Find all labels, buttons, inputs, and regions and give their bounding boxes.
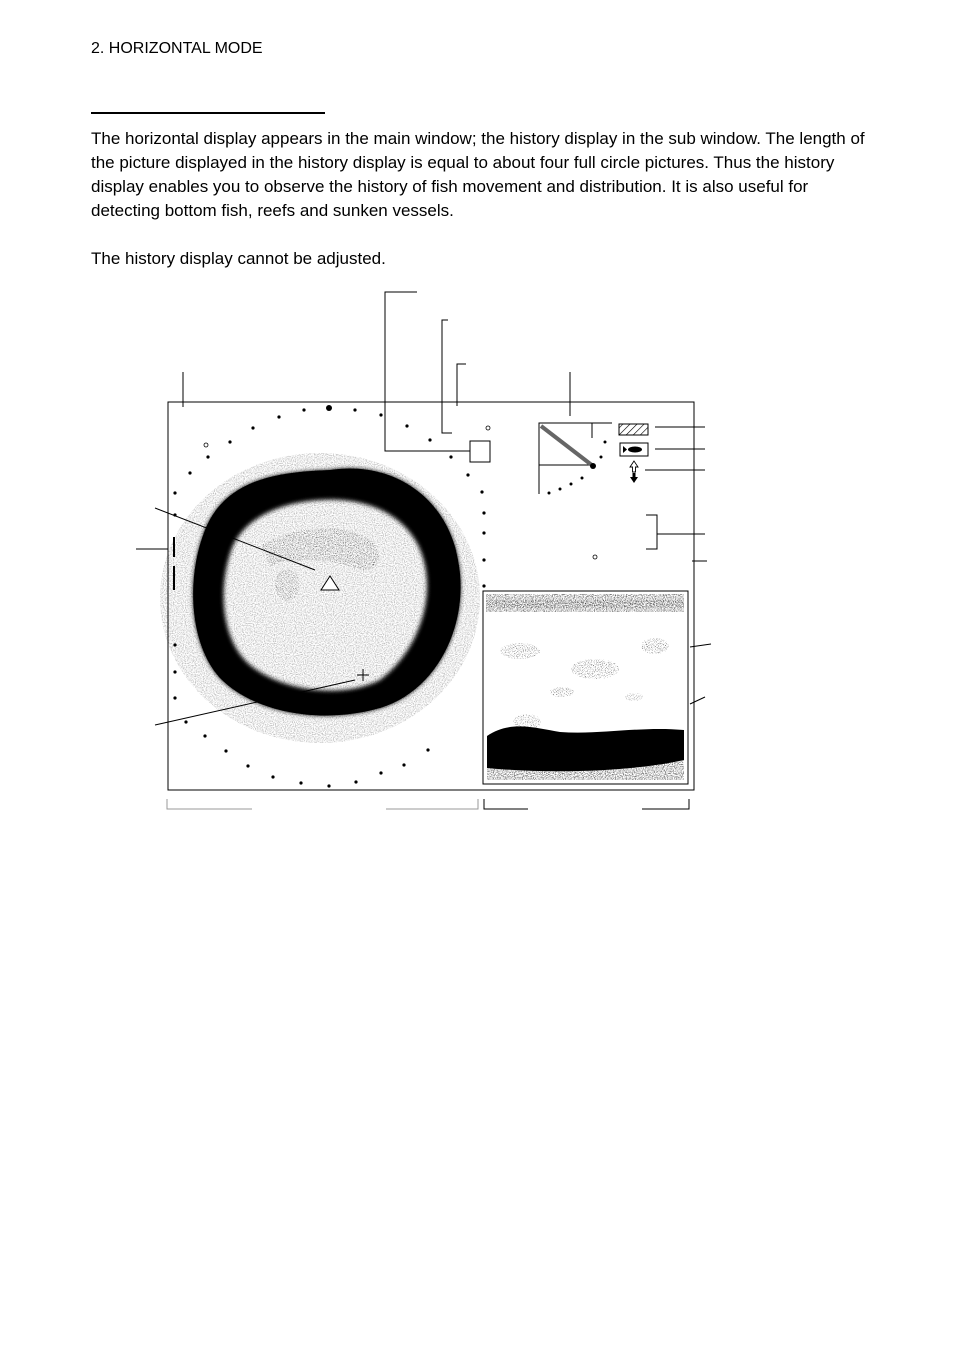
echo-ring (160, 453, 480, 743)
target-lock-box (470, 441, 490, 462)
tilt-indicator (539, 423, 612, 495)
top-leader-lines (183, 292, 570, 451)
section-header: 2. HORIZONTAL MODE (91, 40, 263, 57)
hatched-legend-icon (619, 424, 648, 435)
fish-alarm-icon (620, 443, 648, 456)
history-sub-window (483, 591, 688, 784)
tilt-arrow-icon (630, 461, 638, 483)
paragraph-description: The horizontal display appears in the main window; the history display in the sub window. The length of the picture displayed in the history display is equal to about four full circle pictures. Thus the history display enables you to observe the history of fish movement and distribution. It is also useful for detecting bottom fish, reefs and sunken vessels. (91, 129, 865, 220)
bottom-brackets (167, 799, 689, 809)
paragraph-note: The history display cannot be adjusted. (91, 249, 386, 268)
